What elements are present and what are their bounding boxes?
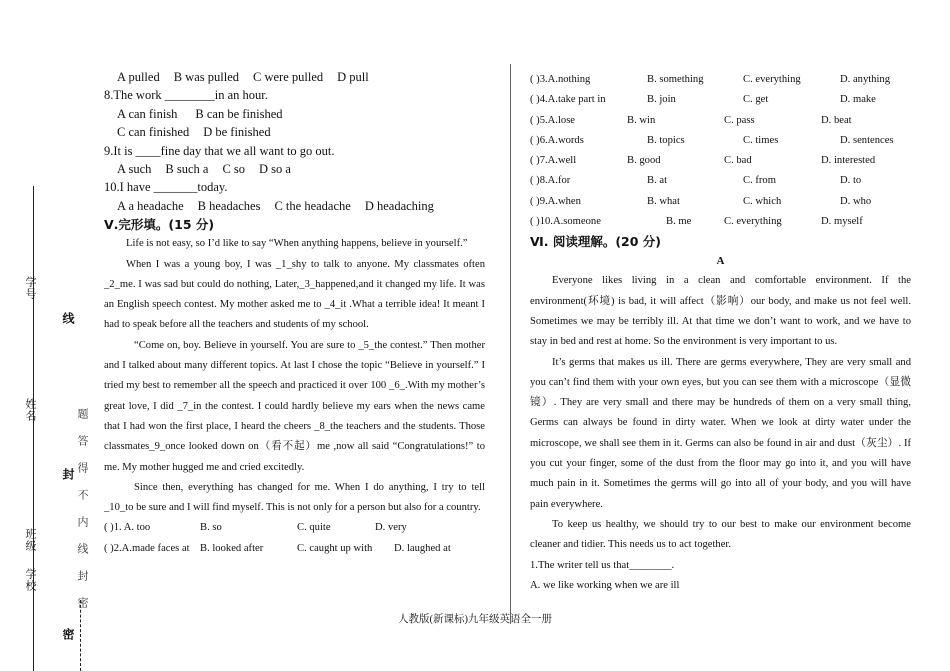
- cloze-7-d: D. interested: [821, 155, 876, 167]
- q9-stem: 9.It is ____fine day that we all want to go out.: [104, 143, 335, 158]
- reading-q1-option-a: A. we like working when we are ill: [530, 579, 680, 591]
- cloze-2-a: ( )2.A.made faces at: [104, 542, 190, 554]
- cloze-6-c: C. times: [743, 134, 779, 146]
- reading-q1-stem: 1.The writer tell us that________.: [530, 559, 675, 571]
- cloze-3-d: D. anything: [840, 74, 891, 85]
- cloze-10-a: ( )10.A.someone: [530, 216, 601, 228]
- cloze-8-b: B. at: [647, 175, 668, 187]
- cloze-8-d: D. to: [840, 175, 862, 187]
- student-no-label: 学号: [24, 276, 36, 300]
- reading-paragraph-3: To keep us healthy, we should try to our best to make our environment become cleaner and tidier. This needs us to act together.: [530, 518, 911, 551]
- q8-option-a: A can finish: [117, 106, 178, 121]
- cloze-3-a: ( )3.A.nothing: [530, 74, 591, 85]
- left-column: [104, 68, 485, 559]
- cloze-4-c: C. get: [743, 94, 769, 106]
- cloze-2-d: D. laughed at: [394, 542, 451, 554]
- q8-options-row2: [104, 123, 485, 141]
- right-column: [530, 70, 911, 596]
- q10-stem: 10.I have _______today.: [104, 180, 228, 195]
- cloze-4-a: ( )4.A.take part in: [530, 94, 606, 106]
- cloze-option-row-8: [530, 171, 911, 191]
- school-label: 学校: [24, 568, 36, 592]
- cloze-6-a: ( )6.A.words: [530, 134, 584, 146]
- cloze-option-row-6: [530, 131, 911, 151]
- q10-option-d: D headaching: [364, 198, 434, 213]
- cloze-option-row-5: [530, 111, 911, 131]
- section6-title: Ⅵ. 阅读理解。(20 分): [530, 234, 662, 250]
- q8-option-c: C can finished: [117, 125, 190, 140]
- q7-option-c: C were pulled: [253, 70, 324, 84]
- cloze-5-b: B. win: [627, 114, 656, 126]
- cloze-5-c: C. pass: [724, 114, 755, 126]
- q7-options: [104, 68, 485, 86]
- seal-seal-char: 封: [61, 468, 75, 480]
- seal-line-char: 线: [61, 312, 75, 324]
- q10-option-c: C the headache: [274, 198, 351, 213]
- cloze-option-row-7: [530, 151, 911, 171]
- cloze-paragraph-3: “Come on, boy. Believe in yourself. You are sure to _5_the contest.” Then mother and I talked about many different topics. At last I chose the topic “Believe in yourself.” I tried my best to remember all the speech and practiced it over 100 _6_.With my mother’s great love, I did _7_in the contest. I could hardly believe my ears when the news came that I had won the first place, I heard the cheers _8_the teachers and the students. Those classmates_9_once looked down on（看不起）me ,now all said “Congratulations!” to me. My mother hugged me and cried excitedly.: [104, 339, 485, 473]
- reading-paragraph-1: Everyone likes living in a clean and comfortable environment. If the environment(环境) is bad, it will affect（影响）our body, and make us not feel well. Sometimes we may be terribly ill. At that time we don’t want to work, and we have to stay in bed and rest at home. So the environment is very important to us.: [530, 275, 911, 348]
- cloze-10-d: D. myself: [821, 216, 863, 228]
- section5-title: Ⅴ.完形填。(15 分): [104, 217, 215, 233]
- seal-mi-char: 密: [61, 628, 75, 640]
- cloze-option-row-3: [530, 70, 911, 90]
- cloze-8-a: ( )8.A.for: [530, 175, 571, 187]
- q7-option-d: D pull: [337, 70, 369, 84]
- cloze-2-c: C. caught up with: [297, 542, 373, 554]
- q10-option-a: A a headache: [117, 198, 184, 213]
- passage-label: A: [716, 255, 725, 268]
- cloze-3-c: C. everything: [743, 74, 801, 85]
- q9-option-a: A such: [117, 162, 152, 177]
- cloze-1-b: B. so: [200, 522, 222, 534]
- cloze-paragraph-2: When I was a young boy, I was _1_shy to talk to anyone. My classmates often _2_me. I was sad but could do nothing, Later,_3_happened,and it changed my life. It was an English speech contest. My mother asked me to _4_it .What a terrible idea! It meant I had to speak before all the teachers and students of my school.: [104, 258, 485, 331]
- cloze-4-d: D. make: [840, 94, 876, 106]
- cloze-10-b: B. me: [666, 216, 692, 228]
- cloze-7-c: C. bad: [724, 155, 752, 167]
- class-label: 班级: [24, 528, 36, 552]
- cloze-3-b: B. something: [647, 74, 704, 85]
- cloze-7-b: B. good: [627, 155, 661, 167]
- q8-option-b: B can be finished: [195, 106, 283, 121]
- cloze-6-d: D. sentences: [840, 134, 894, 146]
- q9-option-d: D so a: [259, 162, 291, 177]
- cloze-option-row-10: [530, 212, 911, 232]
- cloze-9-b: B. what: [647, 195, 680, 207]
- q10-options: [104, 197, 485, 215]
- q9-option-c: C so: [222, 162, 246, 177]
- cloze-9-c: C. which: [743, 195, 782, 207]
- cloze-option-row-9: [530, 192, 911, 212]
- name-label: 姓名: [24, 398, 36, 422]
- cloze-5-d: D. beat: [821, 114, 852, 126]
- cloze-9-d: D. who: [840, 195, 872, 207]
- cloze-2-b: B. looked after: [200, 542, 264, 554]
- cloze-10-c: C. everything: [724, 216, 782, 228]
- cloze-paragraph-4: Since then, everything has changed for me. When I do anything, I try to tell _10_to be sure and I will find myself. This is not only for a person but also for a country.: [104, 481, 485, 514]
- q8-stem: 8.The work ________in an hour.: [104, 88, 268, 103]
- q8-options-row1: [104, 105, 485, 123]
- cloze-option-row-2: [104, 539, 485, 559]
- cloze-option-row-4: [530, 90, 911, 110]
- q7-option-b: B was pulled: [173, 70, 239, 84]
- cloze-1-d: D. very: [375, 522, 407, 534]
- cloze-1-a: ( )1. A. too: [104, 522, 151, 534]
- page-footer: 人教版(新课标)九年级英语全一册: [398, 614, 552, 625]
- cloze-paragraph-1: Life is not easy, so I’d like to say “When anything happens, believe in yourself.”: [126, 238, 468, 250]
- margin-border-line: [33, 186, 34, 671]
- cloze-8-c: C. from: [743, 175, 776, 187]
- q7-option-a: A pulled: [117, 70, 160, 84]
- cloze-7-a: ( )7.A.well: [530, 155, 577, 167]
- q9-option-b: B such a: [165, 162, 209, 177]
- column-divider: [510, 64, 511, 624]
- seal-hint-text: 题答得不内线封密: [76, 408, 88, 624]
- q10-option-b: B headaches: [197, 198, 261, 213]
- q9-options: [104, 160, 485, 178]
- cloze-option-row-1: [104, 518, 485, 538]
- cloze-1-c: C. quite: [297, 522, 331, 534]
- cloze-5-a: ( )5.A.lose: [530, 114, 576, 126]
- cloze-6-b: B. topics: [647, 134, 685, 146]
- q8-option-d: D be finished: [203, 125, 271, 140]
- cloze-4-b: B. join: [647, 94, 676, 106]
- reading-paragraph-2: It’s germs that makes us ill. There are germs everywhere, They are very small and you can’t find them with your own eyes, but you can see them with a microscope（显微镜）. They are very small and there may be hundreds of them on a very small thing, Germs can always be found in dirty water. When we look at dirty water under the microscope, we shall see them in it. Germs can also be found in air and dust（灰尘）. If you cut your finger, some of the dust from the floor may go into it, and you will have much pain in it. Sometimes the germs will go into all of your body, and you will have pain everywhere.: [530, 356, 911, 510]
- cloze-9-a: ( )9.A.when: [530, 195, 581, 207]
